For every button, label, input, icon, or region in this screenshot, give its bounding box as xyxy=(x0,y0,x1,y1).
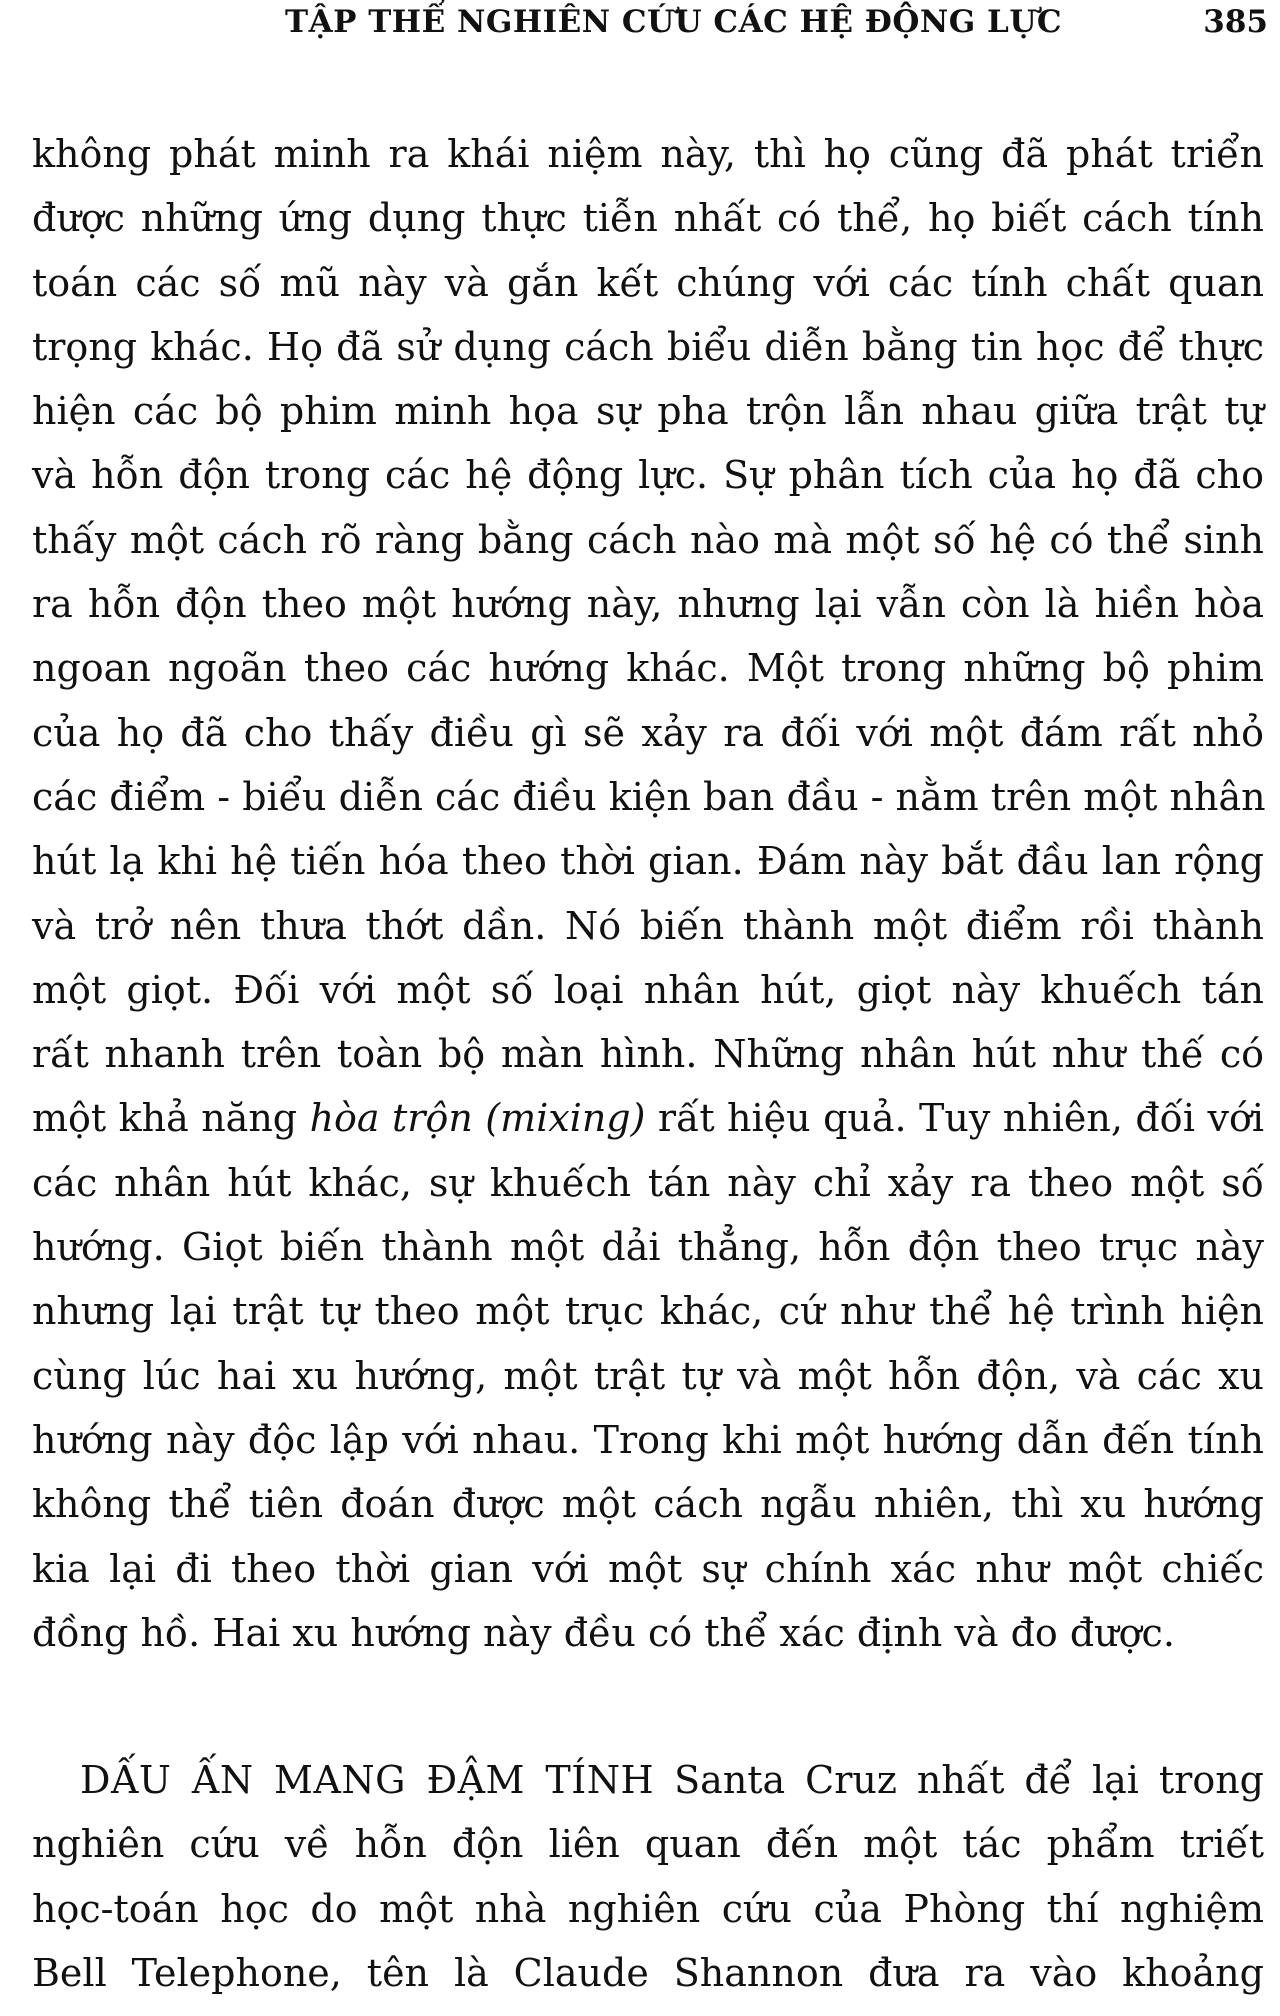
page-number: 385 xyxy=(1203,4,1268,40)
text-line-opening xyxy=(32,1748,1264,1812)
text-line: trọng khác. Họ đã sử dụng cách biểu diễn bằng tin học để thực xyxy=(32,324,1264,369)
text-line: một giọt. Đối với một số loại nhân hút, giọt này khuếch tán xyxy=(32,967,1264,1012)
text-line: hướng này độc lập với nhau. Trong khi một hướng dẫn đến tính xyxy=(32,1417,1264,1462)
text-line: toán các số mũ này và gắn kết chúng với các tính chất quan xyxy=(32,260,1264,305)
text-line: hiện các bộ phim minh họa sự pha trộn lẫn nhau giữa trật tự xyxy=(32,389,1264,434)
mixing-emphasis: hòa trộn (mixing) xyxy=(309,1096,646,1141)
text-line-mixing xyxy=(32,1086,1264,1150)
text-line: nhưng lại trật tự theo một trục khác, cứ như thể hệ trình hiện xyxy=(32,1289,1264,1334)
text-line: các điểm - biểu diễn các điều kiện ban đầu - nằm trên một nhân xyxy=(32,774,1266,819)
text-line: và trở nên thưa thớt dần. Nó biến thành một điểm rồi thành xyxy=(32,903,1264,948)
opening-smallcaps: DẤU ẤN MANG ĐẬM TÍNH xyxy=(80,1758,655,1802)
mixing-before: một khả năng xyxy=(32,1096,310,1141)
text-line: của họ đã cho thấy điều gì sẽ xảy ra đối với một đám rất nhỏ xyxy=(32,710,1264,755)
text-line: các nhân hút khác, sự khuếch tán này chỉ xảy ra theo một số xyxy=(32,1160,1264,1205)
paragraph-2 xyxy=(32,1748,1264,2005)
text-line: thấy một cách rõ ràng bằng cách nào mà một số hệ có thể sinh xyxy=(32,517,1264,562)
text-line: hút lạ khi hệ tiến hóa theo thời gian. Đám này bắt đầu lan rộng xyxy=(32,839,1264,884)
text-line: ra hỗn độn theo một hướng này, nhưng lại vẫn còn là hiền hòa xyxy=(32,582,1264,627)
text-line: nghiên cứu về hỗn độn liên quan đến một tác phẩm triết xyxy=(32,1822,1264,1867)
text-line: không phát minh ra khái niệm này, thì họ cũng đã phát triển xyxy=(32,132,1264,176)
text-line: được những ứng dụng thực tiễn nhất có thể, họ biết cách tính xyxy=(32,196,1264,241)
text-line: không thể tiên đoán được một cách ngẫu nhiên, thì xu hướng xyxy=(32,1482,1264,1527)
opening-rest: Santa Cruz nhất để lại trong xyxy=(654,1758,1264,1802)
running-header xyxy=(0,4,1280,44)
text-line: ngoan ngoãn theo các hướng khác. Một trong những bộ phim xyxy=(32,646,1264,691)
text-line: và hỗn độn trong các hệ động lực. Sự phân tích của họ đã cho xyxy=(32,453,1264,498)
text-line: học-toán học do một nhà nghiên cứu của Phòng thí nghiệm xyxy=(32,1886,1264,1931)
text-line: cùng lúc hai xu hướng, một trật tự và một hỗn độn, và các xu xyxy=(32,1353,1264,1398)
text-line: kia lại đi theo thời gian với một sự chính xác như một chiếc xyxy=(32,1546,1264,1591)
text-line: hướng. Giọt biến thành một dải thẳng, hỗn độn theo trục này xyxy=(32,1225,1264,1270)
text-line: Bell Telephone, tên là Claude Shannon đưa ra vào khoảng xyxy=(32,1950,1264,1995)
text-line: đồng hồ. Hai xu hướng này đều có thể xác định và đo được. xyxy=(32,1610,1175,1655)
chapter-title: TẬP THỂ NGHIÊN CỨU CÁC HỆ ĐỘNG LỰC xyxy=(285,4,1062,40)
mixing-after: rất hiệu quả. Tuy nhiên, đối với xyxy=(645,1096,1265,1141)
text-line: rất nhanh trên toàn bộ màn hình. Những nhân hút như thế có xyxy=(32,1032,1264,1077)
paragraph-1 xyxy=(32,122,1264,1665)
